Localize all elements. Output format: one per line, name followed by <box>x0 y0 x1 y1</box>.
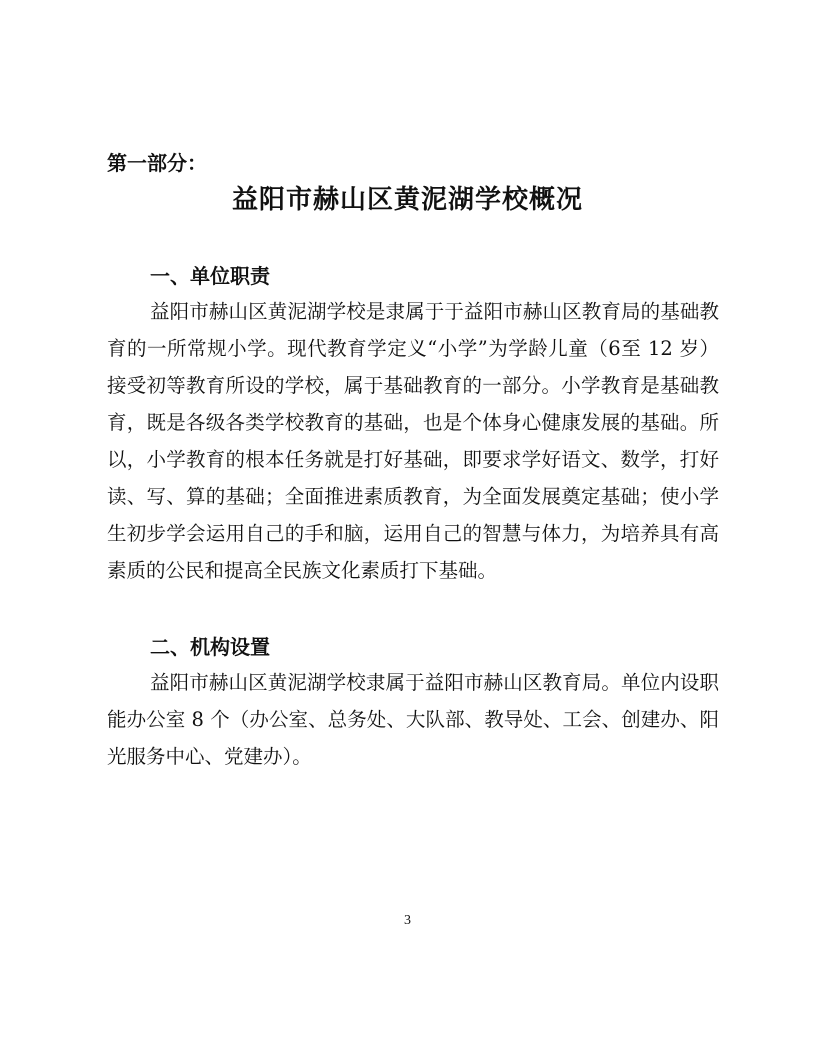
part-label: 第一部分： <box>107 151 207 175</box>
document-title: 益阳市赫山区黄泥湖学校概况 <box>231 185 583 215</box>
section-paragraph-duties: 益阳市赫山区黄泥湖学校是隶属于于益阳市赫山区教育局的基础教育的一所常规小学。现代教育学定义“小学”为学龄儿童（6至 12 岁）接受初等教育所设的学校，属于基础教育的一部分。小学教育是基础教育，既是各级各类学校教育的基础，也是个体身心健康发展的基础。所以，小学教育的根本任务就是打好基础，即要求学好语文、数学，打好读、写、算的基础；全面推进素质教育，为全面发展奠定基础；使小学生初步学会运用自己的手和脑，运用自己的智慧与体力，为培养具有高素质的公民和提高全民族文化素质打下基础。 <box>107 300 719 582</box>
section-paragraph-organization: 益阳市赫山区黄泥湖学校隶属于益阳市赫山区教育局。单位内设职能办公室 8 个（办公室、总务处、大队部、教导处、工会、创建办、阳光服务中心、党建办）。 <box>107 671 719 768</box>
page-number: 3 <box>404 913 411 928</box>
section-heading-duties: 一、单位职责 <box>150 264 270 288</box>
section-heading-organization: 二、机构设置 <box>150 635 270 659</box>
